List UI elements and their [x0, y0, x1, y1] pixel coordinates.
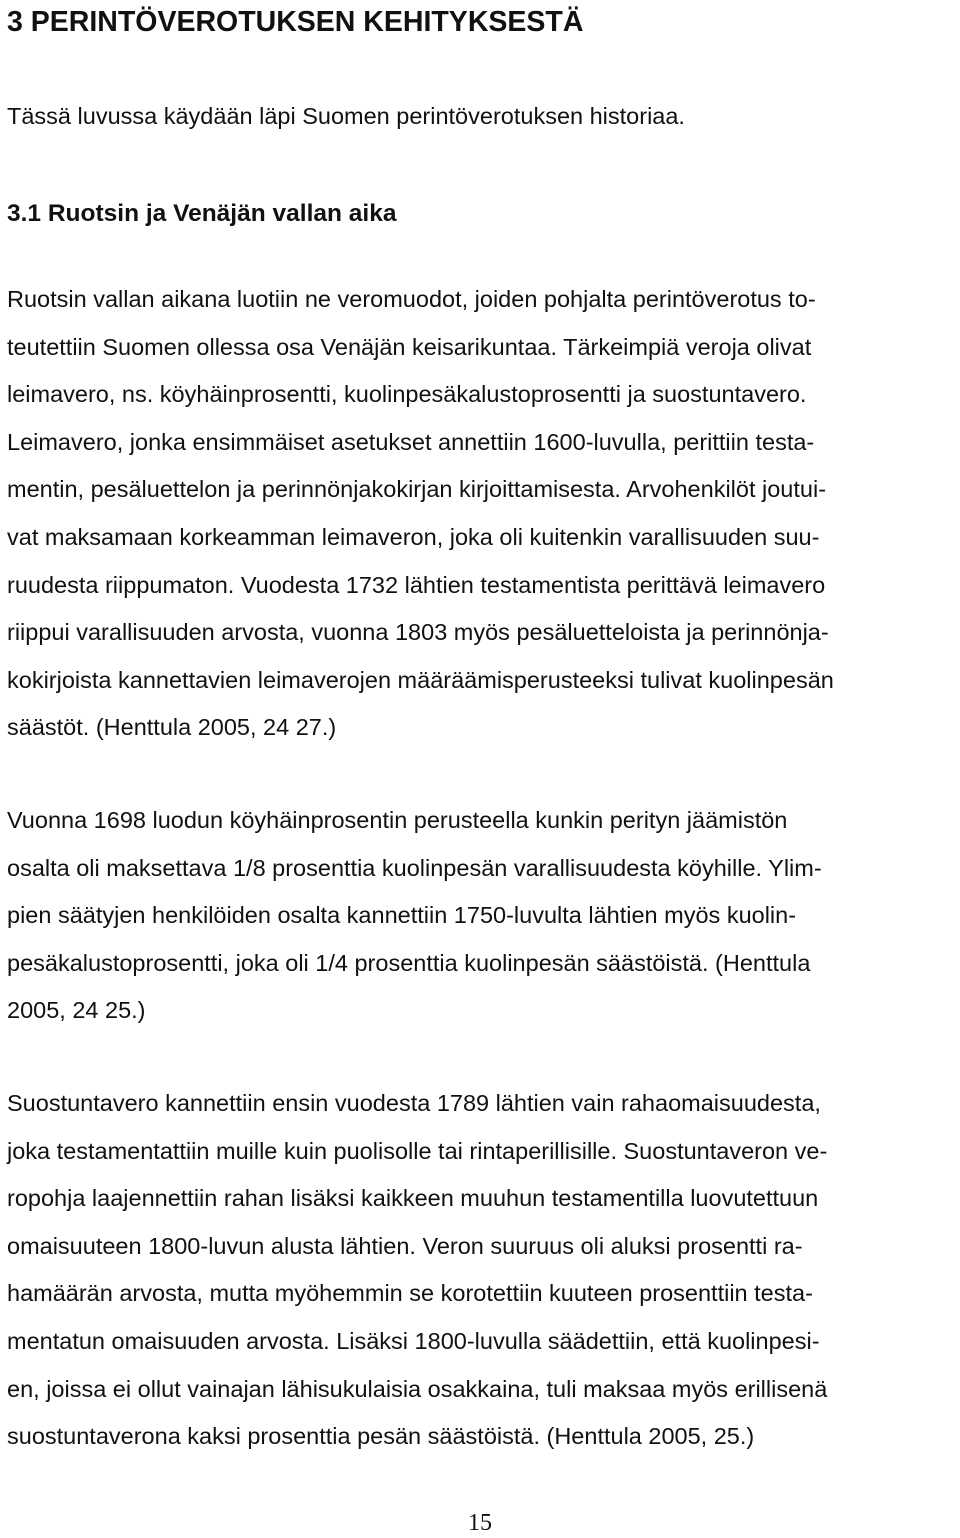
intro-paragraph: Tässä luvussa käydään läpi Suomen perintöverotuksen historiaa. [7, 103, 685, 129]
paragraph-line: Ruotsin vallan aikana luotiin ne veromuodot, joiden pohjalta perintöverotus to- [7, 286, 816, 312]
paragraph-line: pesäkalustoprosentti, joka oli 1/4 prosenttia kuolinpesän säästöistä. (Henttula [7, 949, 811, 976]
section-heading: 3.1 Ruotsin ja Venäjän vallan aika [7, 200, 397, 227]
paragraph-line: säästöt. (Henttula 2005, 24 27.) [7, 714, 337, 741]
paragraph-line: Vuonna 1698 luodun köyhäinprosentin perusteella kunkin perityn jäämistön [7, 807, 788, 833]
paragraph-line: kokirjoista kannettavien leimaverojen määräämisperusteeksi tulivat kuolinpesän [7, 666, 834, 693]
paragraph-line: ruudesta riippumaton. Vuodesta 1732 lähtien testamentista perittävä leimavero [7, 571, 826, 598]
paragraph-line: osalta oli maksettava 1/8 prosenttia kuolinpesän varallisuudesta köyhille. Ylim- [7, 854, 822, 881]
paragraph-line: riippui varallisuuden arvosta, vuonna 1803 myös pesäluetteloista ja perinnönja- [7, 619, 829, 646]
paragraph-line: Suostuntavero kannettiin ensin vuodesta 1789 lähtien vain rahaomaisuudesta, [7, 1090, 821, 1116]
paragraph-line: Leimavero, jonka ensimmäiset asetukset annettiin 1600-luvulla, perittiin testa- [7, 428, 815, 455]
paragraph-1 [7, 276, 960, 752]
paragraph-line: suostuntaverona kaksi prosenttia pesän säästöistä. (Henttula 2005, 25.) [7, 1423, 755, 1450]
paragraph-line: hamäärän arvosta, mutta myöhemmin se korotettiin kuuteen prosenttiin testa- [7, 1280, 813, 1307]
paragraph-line: mentatun omaisuuden arvosta. Lisäksi 1800-luvulla säädettiin, että kuolinpesi- [7, 1327, 820, 1354]
paragraph-line: leimavero, ns. köyhäinprosentti, kuolinpesäkalustoprosentti ja suostuntavero. [7, 381, 807, 408]
paragraph-2 [7, 797, 960, 1035]
paragraph-line: vat maksamaan korkeamman leimaveron, joka oli kuitenkin varallisuuden suu- [7, 523, 820, 550]
chapter-heading: 3 PERINTÖVEROTUKSEN KEHITYKSESTÄ [7, 6, 584, 38]
paragraph-line: 2005, 24 25.) [7, 997, 146, 1024]
paragraph-line: omaisuuteen 1800-luvun alusta lähtien. Veron suuruus oli aluksi prosentti ra- [7, 1232, 803, 1259]
paragraph-line: mentin, pesäluettelon ja perinnönjakokirjan kirjoittamisesta. Arvohenkilöt joutui- [7, 476, 827, 503]
page-number: 15 [468, 1510, 492, 1536]
paragraph-3 [7, 1080, 960, 1461]
paragraph-line: pien säätyjen henkilöiden osalta kannettiin 1750-luvulta lähtien myös kuolin- [7, 902, 797, 929]
paragraph-line: ropohja laajennettiin rahan lisäksi kaikkeen muuhun testamentilla luovutettuun [7, 1185, 819, 1212]
paragraph-line: en, joissa ei ollut vainajan lähisukulaisia osakkaina, tuli maksaa myös erillisenä [7, 1375, 828, 1402]
paragraph-line: joka testamentattiin muille kuin puolisolle tai rintaperillisille. Suostuntaveron ve- [7, 1137, 828, 1164]
paragraph-line: teutettiin Suomen ollessa osa Venäjän keisarikuntaa. Tärkeimpiä veroja olivat [7, 333, 812, 360]
